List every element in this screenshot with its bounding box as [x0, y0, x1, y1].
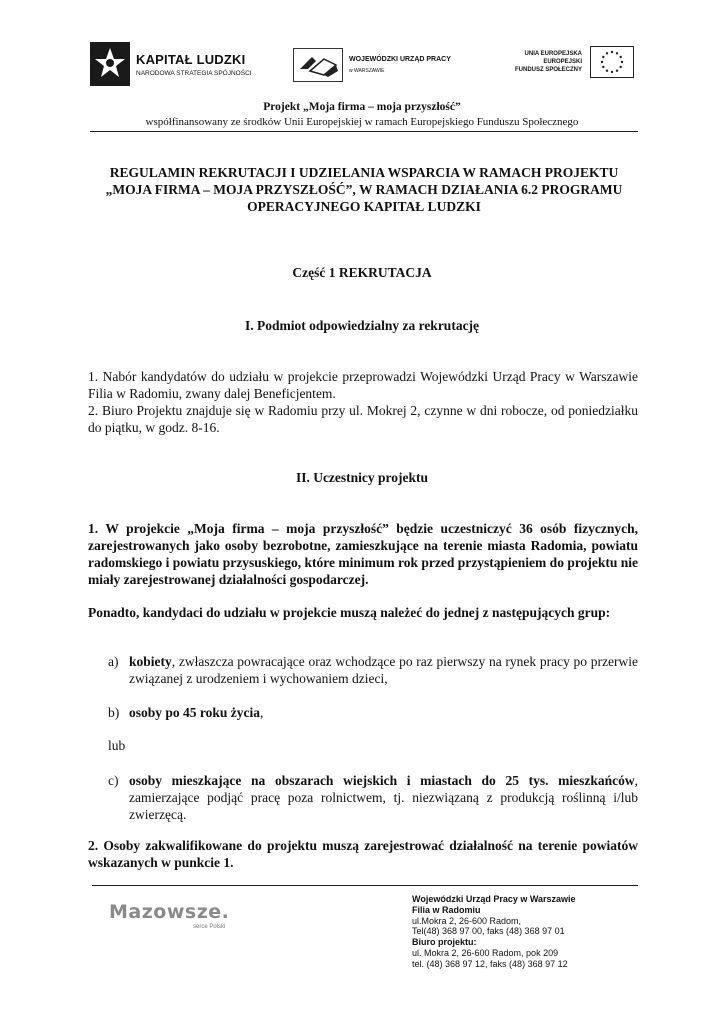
project-subtitle: współfinansowany ze środków Unii Europejskiej w ramach Europejskiego Funduszu Społecznego: [145, 116, 579, 128]
office-label: Biuro projektu:: [412, 937, 477, 948]
list-item-b: [108, 704, 638, 721]
kapital-ludzki-subtitle: NARODOWA STRATEGIA SPÓJNOŚCI: [136, 70, 252, 77]
list-item-bold: kobiety: [129, 654, 172, 669]
list-item-text: [129, 653, 638, 687]
list-item-text: [129, 772, 638, 823]
kapital-ludzki-star-icon: [90, 42, 130, 86]
eu-logo-text: [502, 50, 582, 74]
list-item-a: [108, 653, 638, 687]
section-1-paragraph-1: 1. Nabór kandydatów do udziału w projekcie przeprowadzi Wojewódzki Urząd Pracy w Warszawie Filia w Radomiu, zwany dalej Beneficjentem.: [88, 369, 638, 401]
section-2-paragraph-1: 1. W projekcie „Moja firma – moja przyszłość” będzie uczestniczyć 36 osób fizycznych, zarejestrowanych jako osoby bezrobotne, zamieszkujące na terenie miasta Radomia, powiatu radomskiego i powiatu przysuskiego, które minimum rok przed przystąpieniem do projektu nie miały zarejestrowanej działalności gospodarczej.: [88, 521, 638, 587]
eu-line-2: EUROPEJSKI: [543, 59, 582, 65]
address-line-2: ul. Mokra 2, 26-600 Radom, pok 209: [412, 947, 559, 958]
phone-line-2: tel. (48) 368 97 12, faks (48) 368 97 12: [412, 958, 568, 969]
footer-contact: [412, 894, 642, 970]
list-item-rest: ,: [260, 705, 264, 720]
address-line-1: ul.Mokra 2, 26-600 Radom,: [412, 915, 522, 926]
section-2-heading: II. Uczestnicy projektu: [295, 470, 429, 485]
project-title: Projekt „Moja firma – moja przyszłość”: [263, 101, 461, 113]
part-title: Część 1 REKRUTACJA: [292, 265, 432, 280]
list-item-rest: , zamierzające podjąć pracę poza rolnictwem, tj. niezwiązaną z produkcją roślinną i/lub zwierzęcą.: [129, 773, 638, 822]
header-logos: [90, 40, 650, 90]
wup-logo: [293, 48, 483, 86]
mazowsze-wordmark: Mazowsze.: [109, 901, 230, 923]
org-branch: Filia w Radomiu: [412, 904, 481, 915]
mazowsze-tagline: serce Polski: [193, 924, 226, 930]
list-marker: a): [108, 654, 119, 669]
section-2-paragraph-3: 2. Osoby zakwalifikowane do projektu muszą zarejestrować działalność na terenie powiatów wskazanych w punkcie 1.: [88, 838, 638, 870]
footer-divider: [92, 885, 638, 886]
list-item-bold: osoby mieszkające na obszarach wiejskich i miastach do 25 tys. mieszkańców: [129, 773, 635, 788]
list-marker: b): [108, 705, 120, 720]
phone-line-1: Tel(48) 368 97 00, faks (48) 368 97 01: [412, 926, 565, 937]
eu-flag-icon: [590, 46, 634, 78]
list-item-text: [129, 704, 638, 721]
section-2-paragraph-2: Ponadto, kandydaci do udziału w projekcie muszą należeć do jednej z następujących grup:: [88, 605, 611, 620]
mazowsze-logo: [105, 897, 245, 937]
wup-title: WOJEWÓDZKI URZĄD PRACY: [349, 56, 451, 63]
or-separator: lub: [108, 738, 126, 753]
eu-logo: [502, 46, 652, 84]
kapital-ludzki-title: KAPITAŁ LUDZKI: [136, 52, 246, 67]
list-item-rest: , zwłaszcza powracające oraz wchodzące po raz pierwszy na rynek pracy po przerwie związanej z urodzeniem i wychowaniem dzieci,: [129, 654, 638, 686]
header-divider: [90, 131, 638, 132]
list-item-c: [108, 772, 638, 823]
list-marker: c): [108, 773, 119, 788]
org-name: Wojewódzki Urząd Pracy w Warszawie: [412, 894, 576, 904]
wup-arrows-icon: [293, 48, 343, 82]
wup-subtitle: w WARSZAWIE: [349, 68, 385, 74]
eu-line-1: UNIA EUROPEJSKA: [524, 51, 582, 57]
list-item-bold: osoby po 45 roku życia: [129, 705, 261, 720]
eu-line-3: FUNDUSZ SPOŁECZNY: [514, 67, 582, 73]
kapital-ludzki-logo: [90, 40, 280, 88]
section-1-heading: I. Podmiot odpowiedzialny za rekrutację: [244, 318, 480, 333]
section-1-paragraph-2: 2. Biuro Projektu znajduje się w Radomiu przy ul. Mokrej 2, czynne w dni robocze, od poniedziałku do piątku, w godz. 8-16.: [88, 403, 638, 435]
section-1-body: [88, 368, 638, 436]
document-title: REGULAMIN REKRUTACJI I UDZIELANIA WSPARCIA W RAMACH PROJEKTU „MOJA FIRMA – MOJA PRZYSZŁOŚĆ”, W RAMACH DZIAŁANIA 6.2 PROGRAMU OPERACYJNEGO KAPITAŁ LUDZKI: [105, 165, 623, 214]
